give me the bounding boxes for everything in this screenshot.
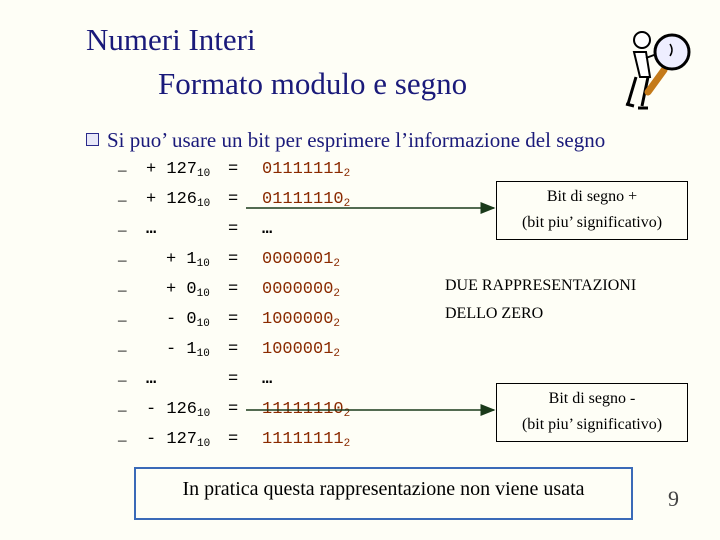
row-binary: $1000000_2$ [262, 310, 341, 330]
row-equals: = [228, 340, 239, 359]
row-dash: – [118, 340, 127, 359]
row-binary: $0000000_2$ [262, 280, 341, 300]
two-zeros-line1: DUE RAPPRESENTAZIONI [445, 277, 637, 294]
row-equals: = [228, 190, 239, 209]
row-decimal: + $0_{10}$ [166, 280, 210, 300]
row-dash: – [118, 220, 127, 239]
sign-minus-line2: (bit piu’ significativo) [521, 416, 663, 433]
sign-plus-line2: (bit piu’ significativo) [521, 214, 663, 231]
row-binary: $01111110_2$ [262, 190, 351, 210]
row-dash: – [118, 430, 127, 449]
row-decimal: - $126_{10}$ [146, 400, 211, 420]
two-zeros-line2: DELLO ZERO [445, 305, 544, 322]
sign-plus-callout [496, 181, 688, 240]
row-dash: – [118, 160, 127, 179]
row-equals: = [228, 160, 239, 179]
row-dash: – [118, 280, 127, 299]
row-binary: $0000001_2$ [262, 250, 341, 270]
row-ellipsis: … [262, 220, 275, 239]
row-decimal: + $1_{10}$ [166, 250, 210, 270]
row-binary: $1000001_2$ [262, 340, 341, 360]
row-equals: = [228, 220, 239, 239]
row-binary: $01111111_2$ [262, 160, 351, 180]
slide-title-line2: Formato modulo e segno [158, 66, 468, 101]
row-equals: = [228, 430, 239, 449]
row-decimal: - $127_{10}$ [146, 430, 211, 450]
row-dash: – [118, 310, 127, 329]
row-decimal: + $127_{10}$ [146, 160, 211, 180]
two-zeros-note [445, 272, 636, 328]
row-ellipsis: … [146, 220, 159, 239]
sign-minus-line1: Bit di segno - [548, 390, 636, 407]
row-decimal: + $126_{10}$ [146, 190, 211, 210]
row-equals: = [228, 370, 239, 389]
sign-plus-line1: Bit di segno + [546, 188, 638, 205]
row-ellipsis: … [262, 370, 275, 389]
bullet-text: Si puo’ usare un bit per esprimere l’informazione del segno [107, 128, 606, 152]
row-equals: = [228, 250, 239, 269]
slide-title-line1: Numeri Interi [86, 22, 256, 57]
row-dash: – [118, 370, 127, 389]
row-equals: = [228, 280, 239, 299]
row-dash: – [118, 190, 127, 209]
row-equals: = [228, 310, 239, 329]
row-dash: – [118, 250, 127, 269]
row-ellipsis: … [146, 370, 159, 389]
row-equals: = [228, 400, 239, 419]
row-dash: – [118, 400, 127, 419]
sign-minus-callout [496, 383, 688, 442]
row-decimal: - $1_{10}$ [166, 340, 210, 360]
page-number: 9 [668, 486, 679, 511]
row-binary: $11111110_2$ [262, 400, 351, 420]
row-decimal: - $0_{10}$ [166, 310, 210, 330]
footer-note: In pratica questa rappresentazione non viene usata [134, 467, 633, 520]
row-binary: $11111111_2$ [262, 430, 351, 450]
